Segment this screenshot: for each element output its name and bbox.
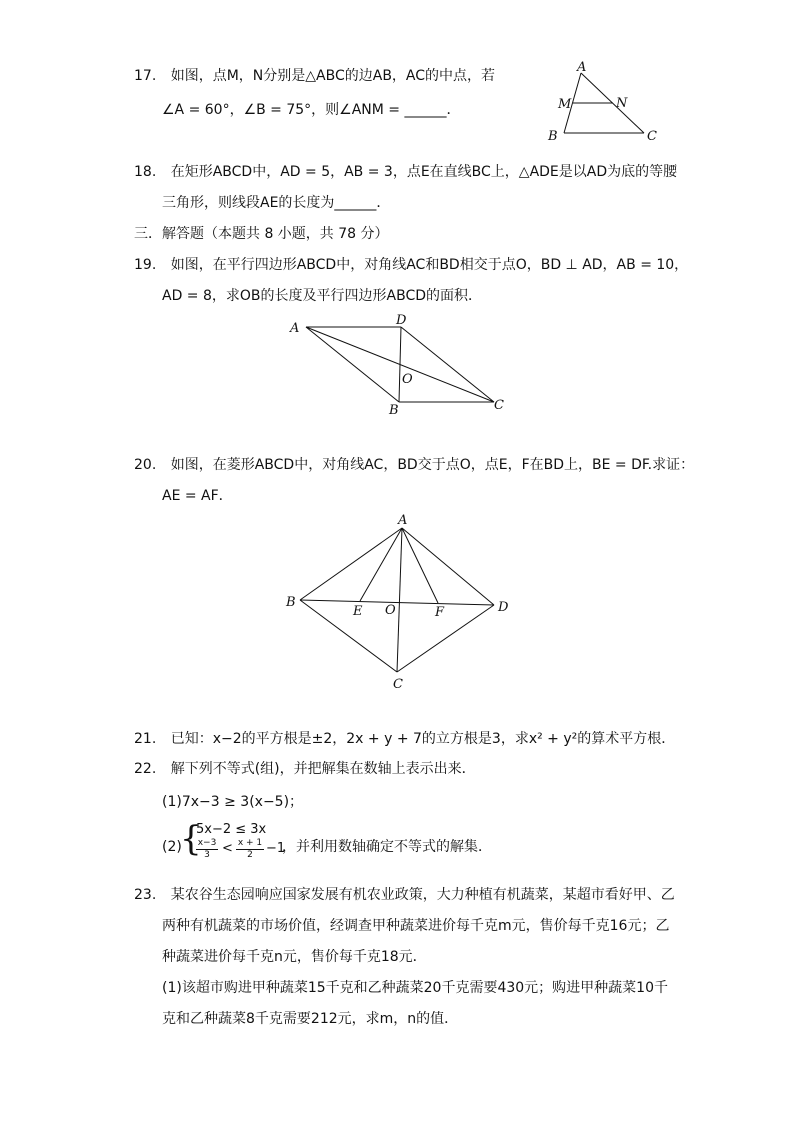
q20-label-a: A [398, 513, 408, 528]
q20-label-e: E [353, 604, 363, 619]
q22-ineq2-right-numerator: x + 1 [237, 838, 263, 848]
q20-label-d: D [498, 600, 509, 615]
q22-brace: { [180, 819, 202, 859]
q17-text-line1: 17. 如图，点M，N分别是△ABC的边AB，AC的中点，若 [134, 68, 496, 84]
q19-parallelogram-figure [284, 310, 514, 420]
q20-rhombus-figure [280, 510, 520, 695]
q23-text-line5: 克和乙种蔬菜8千克需要212元，求m，n的值． [162, 1011, 459, 1027]
q22-ineq2-right-denominator: 2 [247, 850, 253, 860]
q20-number: 20. [134, 457, 157, 473]
q20-label-c: C [393, 677, 403, 692]
q20-label-b: B [286, 595, 296, 610]
q20-text-line1: 20. 如图，在菱形ABCD中，对角线AC，BD交于点O，点E，F在BD上，BE = DF.求证： [134, 457, 695, 473]
q19-label-a: A [290, 321, 300, 336]
q17-label-a: A [577, 60, 587, 75]
q22-part2-prefix: (2) [162, 839, 182, 855]
q19-text-line2: AD = 8，求OB的长度及平行四边形ABCD的面积． [162, 288, 483, 304]
q22-text-line1: 22. 解下列不等式(组)，并把解集在数轴上表示出来． [134, 761, 476, 777]
q17-label-m: M [558, 97, 572, 112]
q17-text-line2: ∠A = 60°，∠B = 75°，则∠ANM = ______． [162, 102, 461, 118]
q17-triangle-figure [540, 58, 670, 148]
q22-ineq2-tail: −1 [266, 841, 286, 856]
q22-part2-suffix: ，并利用数轴确定不等式的解集． [282, 839, 492, 855]
q22-number: 22. [134, 761, 157, 777]
q20-label-f: F [435, 605, 445, 620]
q19-label-o: O [402, 372, 413, 387]
q20-label-o: O [385, 603, 396, 618]
q17-number: 17. [134, 68, 157, 84]
q17-label-b: B [548, 129, 558, 144]
q19-number: 19. [134, 257, 157, 273]
q22-part1: (1)7x−3 ≥ 3(x−5)； [162, 794, 304, 810]
q17-label-n: N [616, 96, 628, 111]
q23-text-line3: 种蔬菜进价每千克n元，售价每千克18元． [162, 949, 427, 965]
q23-text-line4: (1)该超市购进甲种蔬菜15千克和乙种蔬菜20千克需要430元；购进甲种蔬菜10千 [162, 980, 668, 996]
q18-text-line1: 18. 在矩形ABCD中，AD = 5，AB = 3，点E在直线BC上，△ADE是以AD为底的等腰 [134, 164, 678, 180]
q18-text-line2: 三角形，则线段AE的长度为______． [162, 195, 391, 211]
q17-label-c: C [647, 129, 657, 144]
q22-ineq1: 5x−2 ≤ 3x [196, 822, 267, 837]
q19-label-d: D [396, 313, 407, 328]
q22-ineq2-operator: < [222, 841, 233, 856]
q23-text-line1: 23. 某农谷生态园响应国家发展有机农业政策，大力种植有机蔬菜，某超市看好甲、乙 [134, 887, 675, 903]
q20-text-line2: AE = AF． [162, 488, 233, 504]
q19-label-c: C [494, 398, 504, 413]
q19-label-b: B [389, 403, 399, 418]
q21-number: 21. [134, 731, 157, 747]
q22-ineq2-left-denominator: 3 [204, 850, 210, 860]
q19-text-line1: 19. 如图，在平行四边形ABCD中，对角线AC和BD相交于点O，BD ⊥ AD，AB = 10， [134, 257, 689, 273]
q22-ineq2-left-numerator: x−3 [197, 838, 217, 848]
q23-text-line2: 两种有机蔬菜的市场价值，经调查甲种蔬菜进价每千克m元，售价每千克16元；乙 [162, 918, 670, 934]
q18-number: 18. [134, 164, 157, 180]
q21-text-line1: 21. 已知：x−2的平方根是±2，2x + y + 7的立方根是3，求x² + y²的算术平方根． [134, 731, 676, 747]
section-3-title: 三．解答题（本题共 8 小题，共 78 分） [134, 226, 389, 242]
q23-number: 23. [134, 887, 157, 903]
